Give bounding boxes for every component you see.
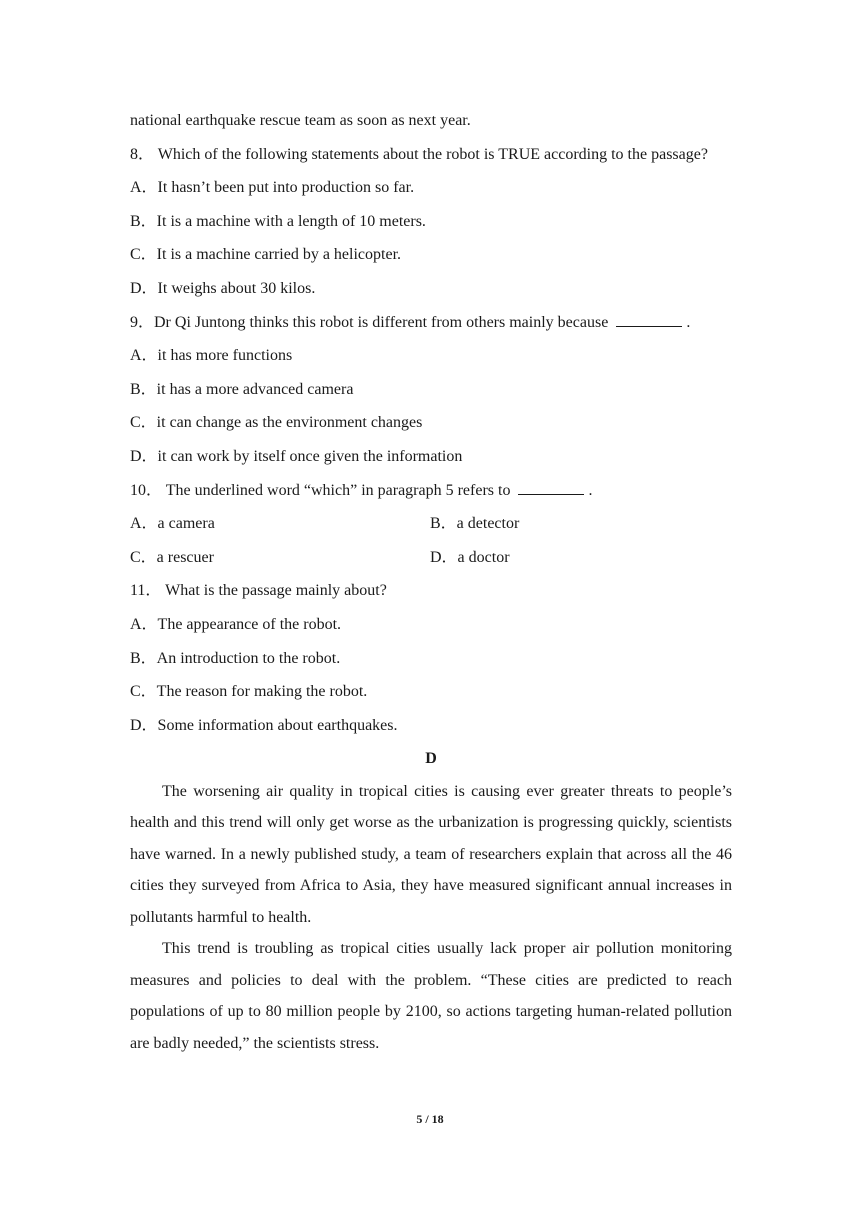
option-c[interactable]: C．it can change as the environment changes xyxy=(130,414,423,432)
question-8 xyxy=(130,138,732,306)
question-9 xyxy=(130,306,732,474)
option-a[interactable]: A．It hasn’t been put into production so far. xyxy=(130,179,415,197)
option-c[interactable]: C．It is a machine carried by a helicopter. xyxy=(130,246,402,264)
option-a[interactable]: A．The appearance of the robot. xyxy=(130,615,342,633)
option-c[interactable]: C．a rescuer xyxy=(130,548,214,566)
option-b[interactable]: B．a detector xyxy=(430,515,520,533)
option-d[interactable]: D．It weighs about 30 kilos. xyxy=(130,279,316,297)
option-d[interactable]: D．it can work by itself once given the information xyxy=(130,447,463,465)
option-d[interactable]: D．Some information about earthquakes. xyxy=(130,716,398,734)
option-d[interactable]: D．a doctor xyxy=(430,548,510,566)
option-a[interactable]: A．it has more functions xyxy=(130,347,293,365)
question-stem: 11． What is the passage mainly about? xyxy=(130,582,387,600)
page-content xyxy=(130,104,732,1059)
question-stem: 8． Which of the following statements about the robot is TRUE according to the passage? xyxy=(130,145,708,163)
option-b[interactable]: B．An introduction to the robot. xyxy=(130,649,341,667)
options-row-1 xyxy=(130,507,732,541)
option-b[interactable]: B．it has a more advanced camera xyxy=(130,380,354,398)
question-10 xyxy=(130,474,732,575)
options-row-2 xyxy=(130,541,732,575)
option-c[interactable]: C．The reason for making the robot. xyxy=(130,683,368,701)
question-11 xyxy=(130,574,732,742)
passage-paragraph-2: This trend is troubling as tropical cities usually lack proper air pollution monitoring measures and policies to deal with the problem. “These cities are predicted to reach populations of up to 80 million people by 2100, so actions targeting human-related pollution are badly needed,” the scientists stress. xyxy=(130,940,732,1052)
answer-blank[interactable] xyxy=(518,480,584,495)
option-b[interactable]: B．It is a machine with a length of 10 meters. xyxy=(130,212,426,230)
answer-blank[interactable] xyxy=(616,312,682,327)
continued-line: national earthquake rescue team as soon as next year. xyxy=(130,112,471,129)
question-stem: 9．Dr Qi Juntong thinks this robot is different from others mainly because . xyxy=(130,313,691,331)
question-stem: 10． The underlined word “which” in paragraph 5 refers to . xyxy=(130,481,593,499)
passage-paragraph-1: The worsening air quality in tropical cities is causing ever greater threats to people’s health and this trend will only get worse as the urbanization is progressing quickly, scientists have warned. In a newly published study, a team of researchers explain that across all the 46 cities they surveyed from Africa to Asia, they have measured significant annual increases in pollutants harmful to health. xyxy=(130,782,732,926)
option-a[interactable]: A．a camera xyxy=(130,515,215,533)
page-number: 5 / 18 xyxy=(416,1112,444,1126)
section-heading: D xyxy=(425,750,437,768)
